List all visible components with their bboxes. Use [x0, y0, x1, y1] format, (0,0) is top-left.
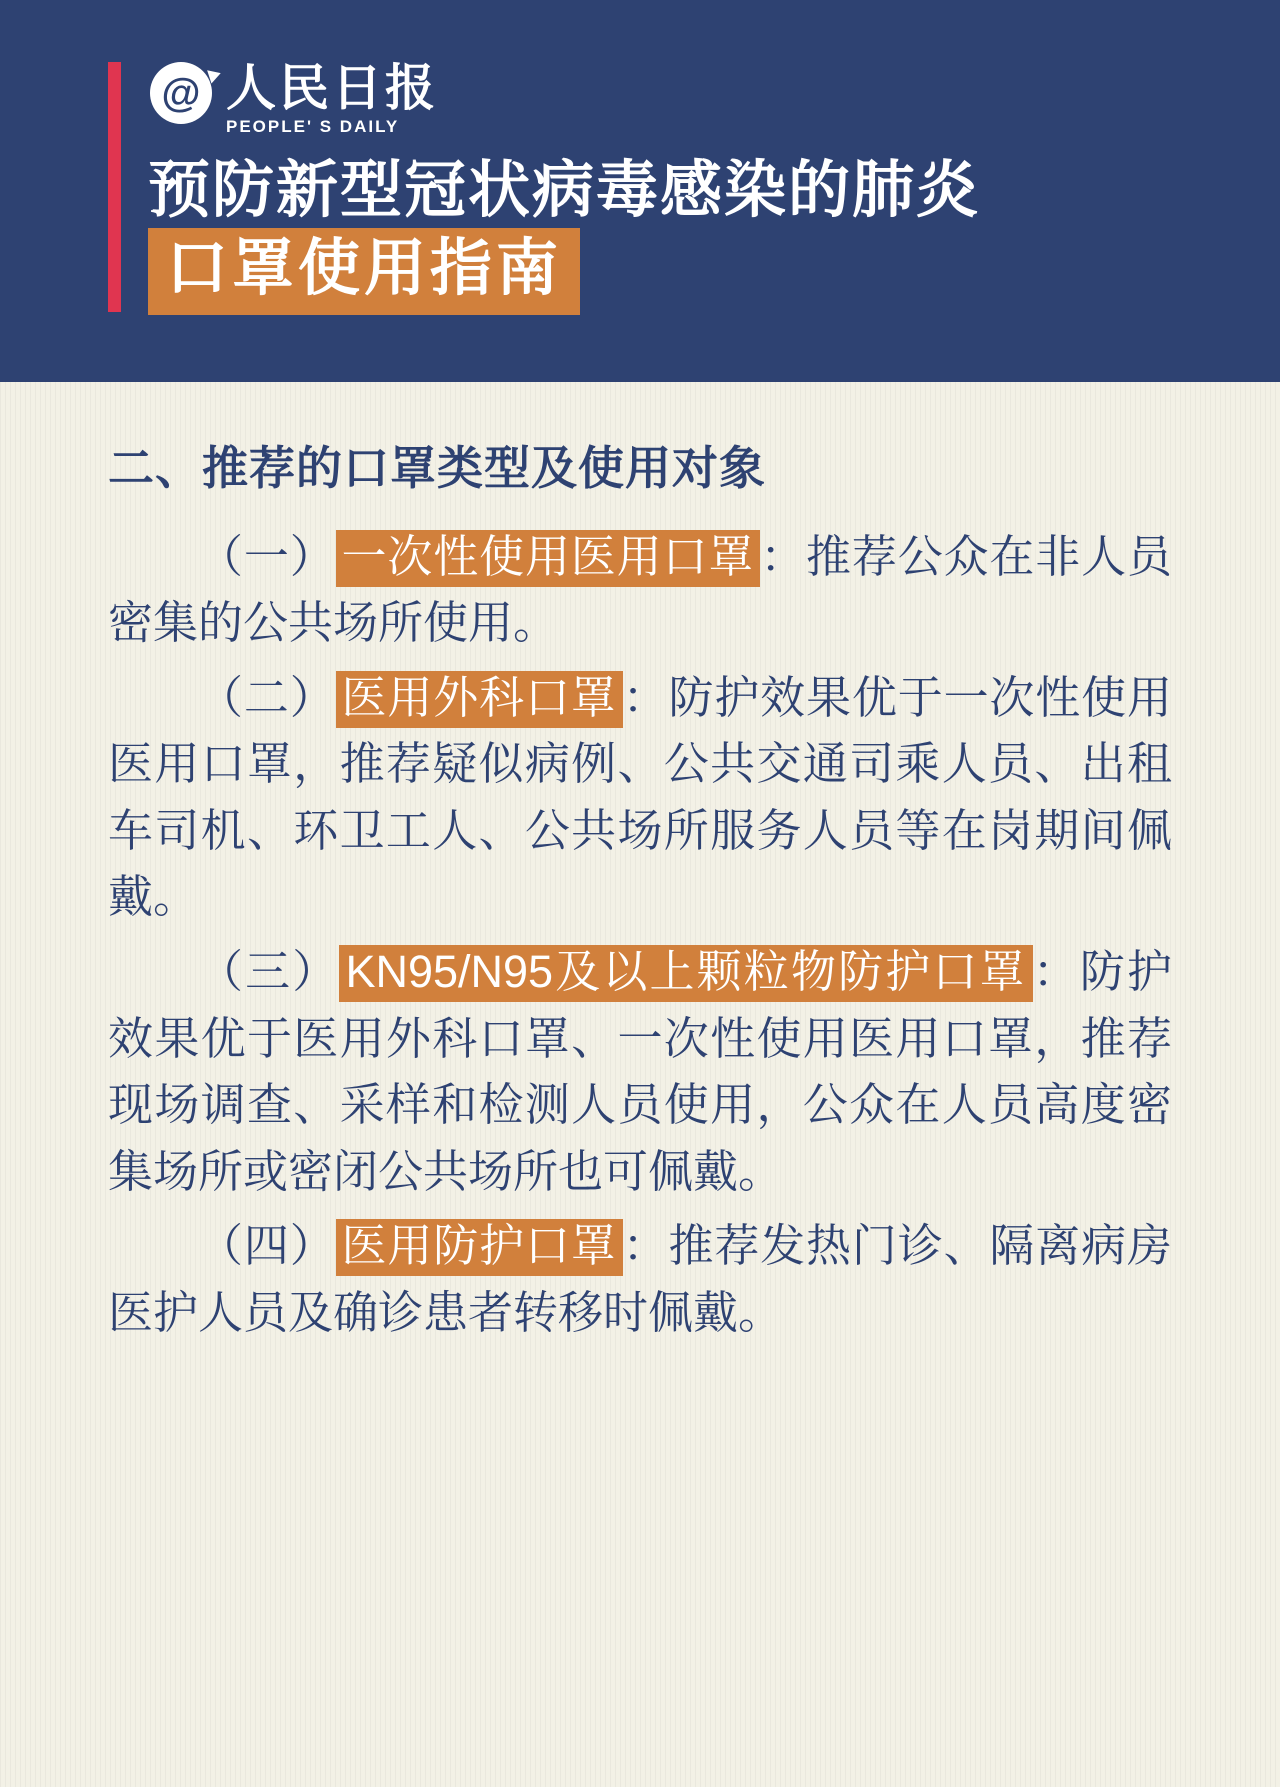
- brand-lockup: [150, 62, 438, 142]
- page-subtitle: 口罩使用指南: [148, 228, 580, 315]
- brand-name-en: PEOPLE' S DAILY: [226, 116, 400, 136]
- item-marker: （三）: [198, 946, 340, 998]
- item-text: ：防护效果优于一次性使用医用口罩，推荐疑似病例、公共交通司乘人员、出租车司机、环卫工人、公共场所服务人员等在岗期间佩戴。: [108, 671, 1172, 923]
- poster-header: [0, 0, 1280, 382]
- page-title: 预防新型冠状病毒感染的肺炎: [148, 156, 981, 225]
- list-item: [108, 524, 1172, 657]
- item-text: ：推荐发热门诊、隔离病房医护人员及确诊患者转移时佩戴。: [108, 1220, 1172, 1339]
- header-accent-bar: [108, 62, 121, 312]
- list-item: [108, 665, 1172, 931]
- section-heading: 二、推荐的口罩类型及使用对象: [108, 442, 766, 494]
- item-marker: （四）: [198, 1220, 336, 1272]
- poster-body: [0, 382, 1280, 1355]
- brand-name-cn: 人民日报: [226, 60, 438, 116]
- item-highlight: 医用外科口罩: [336, 671, 623, 728]
- item-highlight: 一次性使用医用口罩: [336, 530, 761, 587]
- at-sign-logo-icon: [150, 62, 212, 124]
- item-text: ：推荐公众在非人员密集的公共场所使用。: [108, 530, 1172, 649]
- item-highlight: 医用防护口罩: [336, 1219, 623, 1276]
- item-text: ：防护效果优于医用外科口罩、一次性使用医用口罩，推荐现场调查、采样和检测人员使用，公众在人员高度密集场所或密闭公共场所也可佩戴。: [108, 946, 1172, 1197]
- item-marker: （二）: [198, 671, 336, 723]
- brand-text: [226, 62, 438, 137]
- list-item: [108, 1213, 1172, 1346]
- item-highlight: KN95/N95及以上颗粒物防护口罩: [339, 945, 1032, 1002]
- page-subtitle-wrap: [148, 228, 580, 315]
- logo-glyph: @: [161, 71, 201, 115]
- list-item: [108, 939, 1172, 1205]
- item-marker: （一）: [198, 530, 336, 582]
